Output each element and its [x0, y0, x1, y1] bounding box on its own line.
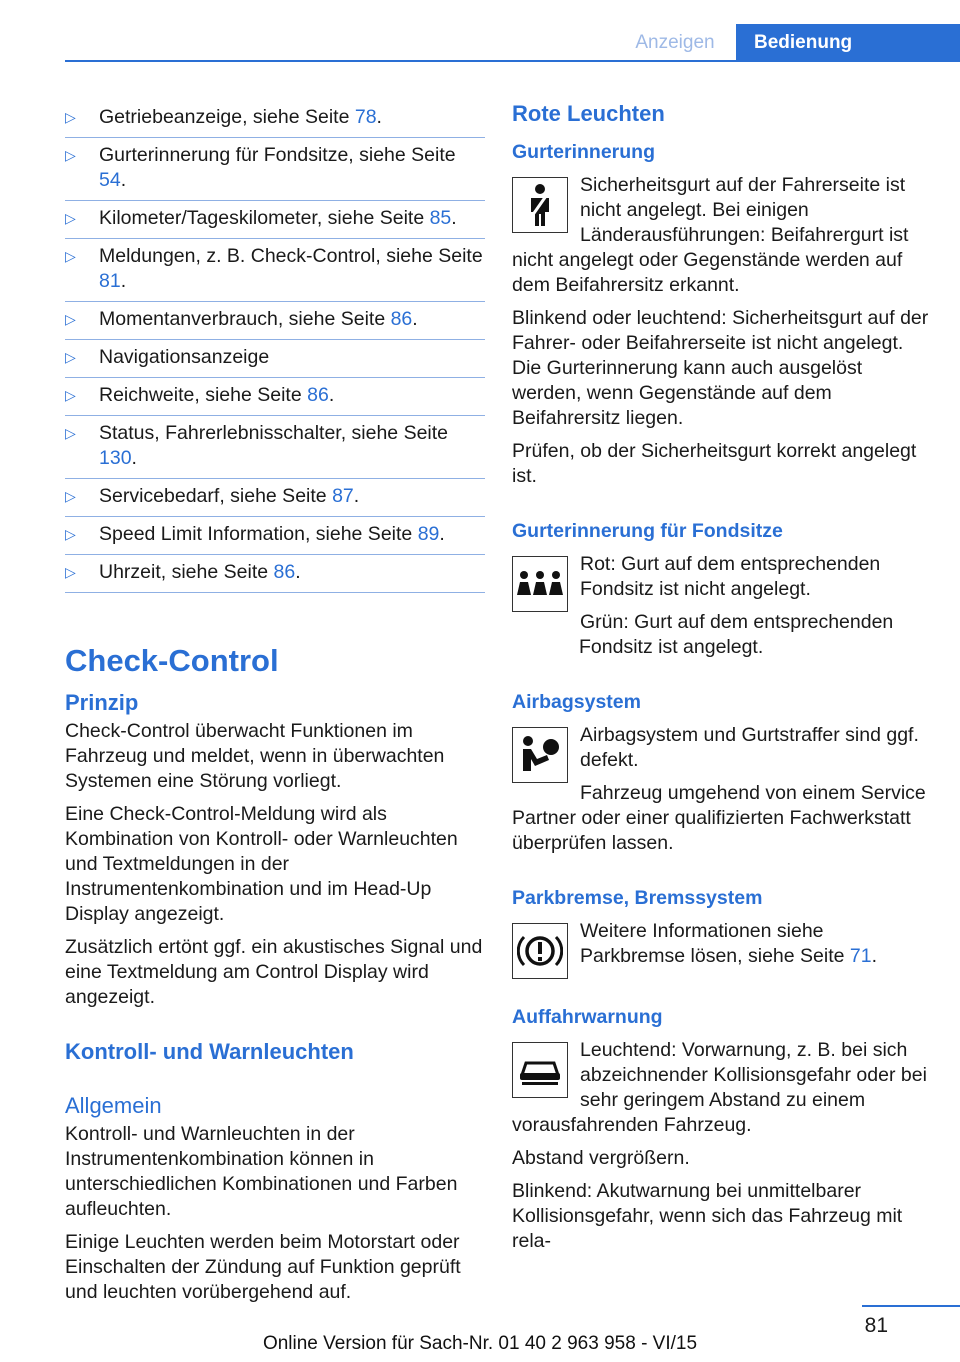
list-item-punct: .: [120, 270, 127, 292]
display-list: [65, 100, 485, 593]
list-item-punct: .: [120, 169, 127, 191]
paragraph: Abstand vergrößern.: [512, 1147, 690, 1169]
list-item-text: Navigationsanzeige: [99, 346, 270, 368]
list-item: [65, 479, 485, 517]
list-item-punct: .: [451, 207, 457, 229]
bullet-triangle-icon: ▷: [65, 147, 76, 163]
paragraph: Leuchtend: Vorwarnung, z. B. bei sich abzeichnender Kollisionsgefahr oder bei sehr geringem Abstand zu einem vorausfahrenden Fahrzeug.: [512, 1039, 927, 1136]
bullet-triangle-icon: ▷: [65, 109, 76, 125]
page-link[interactable]: 81: [99, 270, 121, 292]
list-item: [65, 378, 485, 416]
list-item-text: Servicebedarf, siehe Seite: [99, 485, 333, 507]
list-item-punct: .: [131, 447, 137, 469]
paragraph: Einige Leuchten werden beim Motorstart oder Einschalten der Zündung auf Funktion geprüft und leuchten vorübergehend auf.: [65, 1231, 461, 1303]
heading-rote-leuchten: Rote Leuchten: [512, 101, 665, 126]
bullet-triangle-icon: ▷: [65, 349, 76, 365]
page-number: 81: [864, 1314, 888, 1337]
list-item: [65, 138, 485, 201]
list-item: [65, 239, 485, 302]
bullet-triangle-icon: ▷: [65, 564, 76, 580]
bullet-triangle-icon: ▷: [65, 311, 76, 327]
bullet-triangle-icon: ▷: [65, 387, 76, 403]
heading-parkbremse: Parkbremse, Bremssystem: [512, 887, 763, 909]
page-link[interactable]: 54: [99, 169, 121, 191]
list-item: [65, 100, 485, 138]
page-link[interactable]: 89: [417, 523, 440, 545]
list-item-punct: .: [328, 384, 335, 406]
list-item-text: Speed Limit Information, siehe Seite: [99, 523, 418, 545]
park-post: .: [871, 945, 878, 967]
page-link[interactable]: 87: [332, 485, 354, 507]
list-item-punct: .: [412, 308, 418, 330]
bullet-triangle-icon: ▷: [65, 488, 76, 504]
bullet-triangle-icon: ▷: [65, 248, 76, 264]
heading-prinzip: Prinzip: [65, 690, 139, 715]
paragraph: Blinkend oder leuchtend: Sicherheitsgurt auf der Fahrer- oder Beifahrerseite ist nicht angelegt. Die Gurterinnerung kann auch ausgelöst werden, wenn Gegenstände auf dem Beifahrersitz liegen.: [512, 307, 929, 429]
paragraph: Fahrzeug umgehend von einem Service Partner oder einer qualifizierten Fachwerkstatt überprüfen lassen.: [512, 782, 926, 854]
list-item: [65, 302, 485, 340]
list-item-text: Getriebeanzeige, siehe Seite: [99, 106, 355, 128]
paragraph: Airbagsystem und Gurtstraffer sind ggf. defekt.: [580, 724, 919, 771]
heading-gurterinnerung-fondsitze: Gurterinnerung für Fondsitze: [512, 520, 783, 542]
rear-seatbelt-icon: [512, 556, 568, 612]
heading-gurterinnerung: Gurterinnerung: [512, 141, 656, 163]
collision-warning-icon: [512, 1042, 568, 1098]
brake-warning-icon: [512, 923, 568, 979]
tab-bedienung[interactable]: Bedienung: [736, 24, 960, 62]
right-column: [512, 100, 932, 1262]
paragraph: Eine Check-Control-Meldung wird als Kombination von Kontroll- oder Warnleuchten und Textmeldungen in der Instrumentenkombination und im Head-Up Display angezeigt.: [65, 803, 458, 925]
list-item-text: Status, Fahrerlebnisschalter, siehe Seite: [99, 422, 449, 444]
paragraph: Kontroll- und Warnleuchten in der Instrumentenkombination können in unterschiedlichen Kombinationen und Farben aufleuchten.: [65, 1123, 458, 1220]
list-item: [65, 340, 485, 378]
footer-rule: [862, 1305, 960, 1307]
page-link[interactable]: 78: [354, 106, 377, 128]
list-item-text: Uhrzeit, siehe Seite: [99, 561, 274, 583]
list-item-text: Reichweite, siehe Seite: [99, 384, 308, 406]
page-link[interactable]: 85: [429, 207, 452, 229]
heading-airbagsystem: Airbagsystem: [512, 691, 641, 713]
footer-text: Online Version für Sach-Nr. 01 40 2 963 958 - VI/15: [262, 1333, 698, 1354]
list-item-punct: .: [295, 561, 301, 583]
page-link[interactable]: 86: [307, 384, 329, 406]
list-item-text: Kilometer/Tageskilometer, siehe Seite: [99, 207, 430, 229]
paragraph: Blinkend: Akutwarnung bei unmittelbarer Kollisionsgefahr, wenn sich das Fahrzeug mit rela-: [512, 1180, 903, 1252]
paragraph: [512, 919, 932, 969]
list-item-text: Gurterinnerung für Fondsitze, siehe Seite: [99, 144, 456, 166]
heading-auffahrwarnung: Auffahrwarnung: [512, 1006, 663, 1028]
page-link[interactable]: 86: [273, 561, 296, 583]
page-link[interactable]: 130: [99, 447, 132, 469]
heading-allgemein: Allgemein: [65, 1093, 162, 1118]
list-item-punct: .: [376, 106, 382, 128]
heading-kontroll-warnleuchten: Kontroll- und Warnleuchten: [65, 1039, 354, 1064]
paragraph: Zusätzlich ertönt ggf. ein akustisches Signal und eine Textmeldung am Control Display wird angezeigt.: [65, 936, 483, 1008]
section-title-check-control: Check-Control: [65, 643, 279, 678]
bullet-triangle-icon: ▷: [65, 425, 76, 441]
list-item-punct: .: [439, 523, 445, 545]
list-item-punct: .: [353, 485, 360, 507]
tab-anzeigen[interactable]: Anzeigen: [635, 32, 715, 53]
paragraph: Prüfen, ob der Sicherheitsgurt korrekt angelegt ist.: [512, 440, 917, 487]
seatbelt-icon: [512, 177, 568, 233]
airbag-icon: [512, 727, 568, 783]
list-item-text: Momentanverbrauch, siehe Seite: [99, 308, 391, 330]
list-item: [65, 201, 485, 239]
bullet-triangle-icon: ▷: [65, 526, 76, 542]
park-text: Weitere Informationen siehe Parkbremse lösen, siehe Seite: [580, 920, 850, 967]
bullet-triangle-icon: ▷: [65, 210, 76, 226]
page-link[interactable]: 71: [849, 945, 872, 967]
page-link[interactable]: 86: [390, 308, 413, 330]
list-item: [65, 555, 485, 593]
list-item-text: Meldungen, z. B. Check-Control, siehe Seite: [99, 245, 483, 267]
list-item: [65, 416, 485, 479]
paragraph: Grün: Gurt auf dem entsprechenden Fondsitz ist angelegt.: [579, 611, 894, 658]
paragraph: Sicherheitsgurt auf der Fahrerseite ist nicht angelegt. Bei einigen Länderausführungen: Beifahrergurt ist nicht angelegt oder Gegenstände werden auf dem Beifahrersitz erkannt.: [512, 174, 909, 296]
list-item: [65, 517, 485, 555]
left-column: [65, 100, 485, 1313]
paragraph: Rot: Gurt auf dem entsprechenden Fondsitz ist nicht angelegt.: [580, 553, 881, 600]
paragraph: Check-Control überwacht Funktionen im Fahrzeug und meldet, wenn in überwachten Systemen eine Störung vorliegt.: [65, 720, 445, 792]
